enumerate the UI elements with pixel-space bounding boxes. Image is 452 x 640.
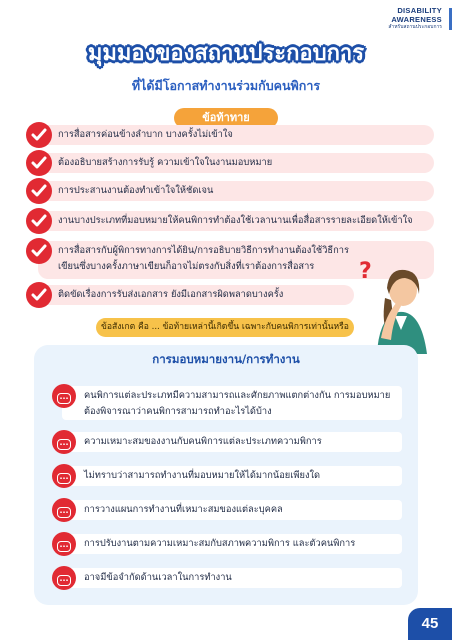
check-circle-icon (26, 122, 52, 148)
brand-line-2: AWARENESS (391, 15, 442, 24)
challenge-text: ต้องอธิบายสร้างการรับรู้ ความเข้าใจในงานมอบหมาย (58, 157, 273, 168)
speech-bubble-icon: ... (52, 532, 76, 556)
assignment-item (52, 430, 402, 454)
challenge-text: งานบางประเภทที่มอบหมายให้คนพิการทำต้องใช้เวลานานเพื่อสื่อสารรายละเอียดให้เข้าใจ (58, 215, 413, 226)
check-circle-icon (26, 208, 52, 234)
assignment-item (52, 384, 402, 417)
challenges-label: ข้อท้าทาย (174, 108, 278, 128)
speech-bubble-icon: ... (52, 498, 76, 522)
speech-bubble-icon: ... (52, 430, 76, 454)
assignment-panel-title: การมอบหมายงาน/การทำงาน (152, 352, 300, 366)
speech-bubble-icon: ... (52, 464, 76, 488)
check-circle-icon (26, 178, 52, 204)
assignment-item (52, 464, 402, 488)
speech-bubble-icon: ... (52, 566, 76, 590)
page-title: มุมมองของสถานประกอบการ (87, 41, 365, 66)
challenge-item (26, 178, 434, 204)
challenge-item (26, 208, 434, 234)
check-circle-icon (26, 282, 52, 308)
check-circle-icon (26, 238, 52, 264)
brand-line-3: สำหรับสถานประกอบการ (388, 24, 442, 30)
assignment-text: คนพิการแต่ละประเภทมีความสามารถและศักยภาพแตกต่างกัน การมอบหมายต้องพิจารณาว่าคนพิการสามารถทำอะไรได้บ้าง (84, 390, 391, 417)
assignment-item (52, 532, 402, 556)
assignment-item (52, 566, 402, 590)
brand-line-1: DISABILITY (397, 6, 442, 15)
assignment-text: การวางแผนการทำงานที่เหมาะสมของแต่ละบุคคล (84, 504, 283, 515)
assignment-text: ไม่ทราบว่าสามารถทำงานที่มอบหมายให้ได้มากน้อยเพียงใด (84, 470, 321, 481)
assignment-text: ความเหมาะสมของงานกับคนพิการแต่ละประเภทความพิการ (84, 436, 322, 447)
question-mark-icon: ? (359, 259, 372, 284)
page-subtitle: ที่ได้มีโอกาสทำงานร่วมกับคนพิการ (131, 78, 321, 93)
challenge-text: การสื่อสารค่อนข้างลำบาก บางครั้งไม่เข้าใจ (58, 129, 233, 140)
speech-bubble-icon: ... (52, 384, 76, 408)
assignment-text: อาจมีข้อจำกัดด้านเวลาในการทำงาน (84, 572, 232, 583)
challenge-item (26, 122, 434, 148)
brand-block (388, 6, 442, 31)
page-number: 45 (408, 608, 452, 640)
assignment-item (52, 498, 402, 522)
challenge-text: ติดขัดเรื่องการรับส่งเอกสาร ยังมีเอกสารผิดพลาดบางครั้ง (58, 289, 284, 300)
assignment-text: การปรับงานตามความเหมาะสมกับสภาพความพิการ และตัวคนพิการ (84, 538, 356, 549)
challenge-item (26, 150, 434, 176)
check-circle-icon (26, 150, 52, 176)
thinking-person-illustration (355, 254, 435, 354)
observation-note: ข้อสังเกต คือ ... ข้อท้ายเหล่านี้เกิดขึ้น เฉพาะกับคนพิการเท่านั้นหรือ (96, 318, 354, 337)
challenge-text: การประสานงานต้องทำเข้าใจให้ชัดเจน (58, 185, 214, 196)
challenge-text: การสื่อสารกับผู้พิการทางการได้ยิน/การอธิบายวิธีการทำงานต้องใช้วิธีการเขียนซึ่งบางครั้งภาษาเขียนก็อาจไม่ตรงกับสิ่งที่เราต้องการสื่อสาร (58, 245, 349, 272)
